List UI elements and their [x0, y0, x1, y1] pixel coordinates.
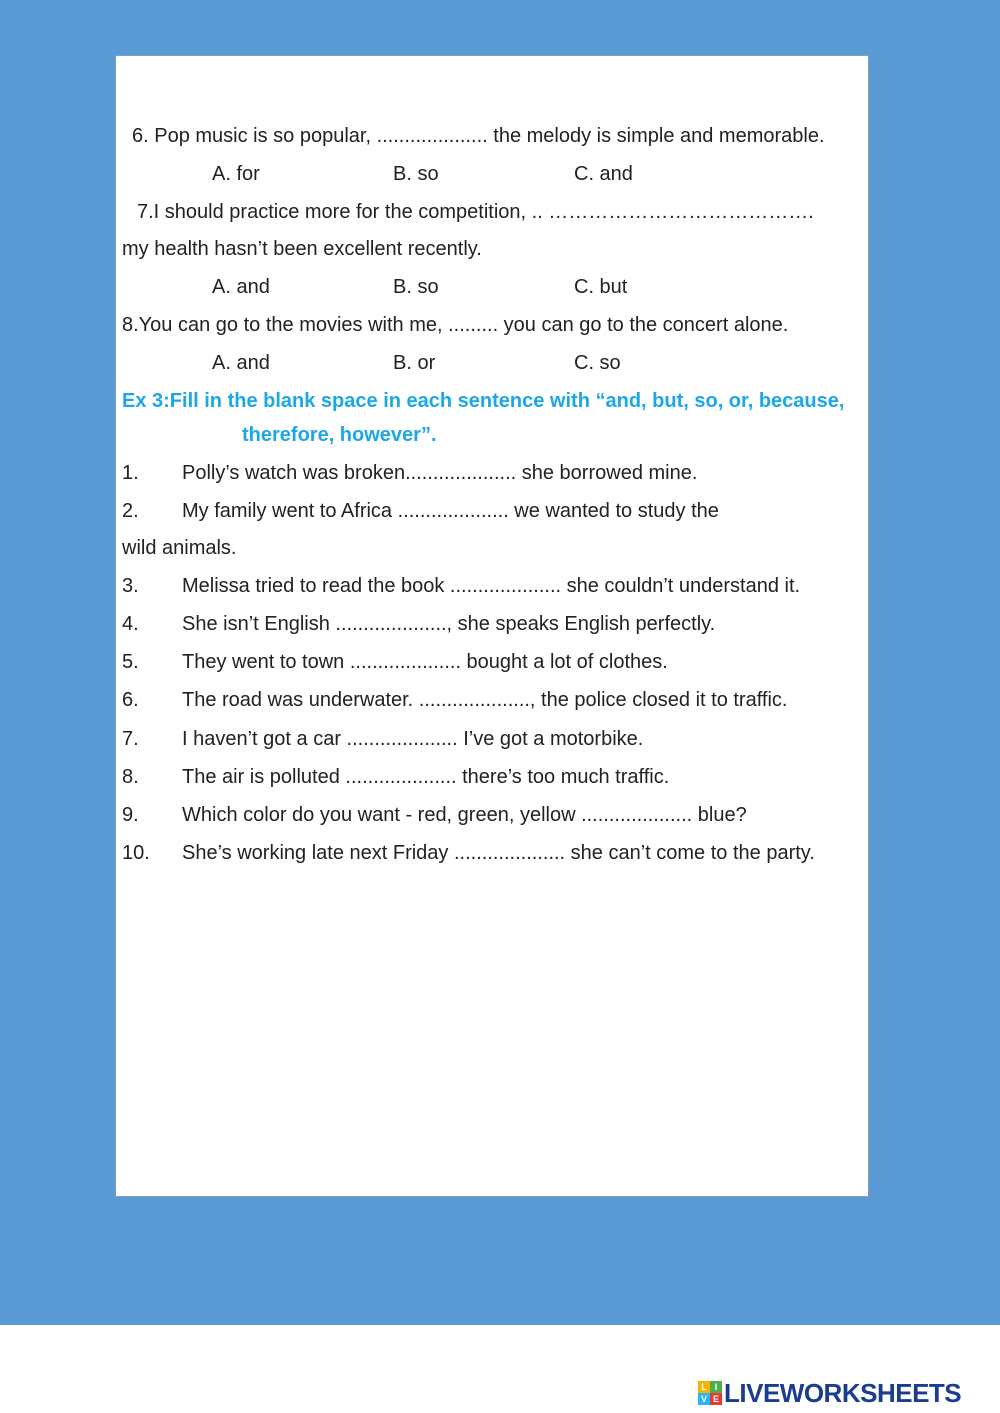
item-3-text: Melissa tried to read the book .................... she couldn’t understand it.	[182, 575, 801, 597]
logo-letter-i: I	[710, 1381, 722, 1393]
question-6-text: 6. Pop music is so popular, .................... the melody is simple and memorable.	[132, 125, 825, 147]
exercise-3-heading: Ex 3:Fill in the blank space in each sentence with “and, but, so, or, because,	[122, 390, 845, 412]
question-8-option-c: C. so	[574, 352, 621, 374]
logo-wordmark: LIVEWORKSHEETS	[724, 1377, 962, 1408]
question-8-option-b: B. or	[393, 352, 436, 374]
item-8-number: 8.	[122, 766, 139, 788]
question-8-text: 8.You can go to the movies with me, ......... you can go to the concert alone.	[122, 314, 789, 336]
question-6-option-c: C. and	[574, 163, 633, 185]
item-10-number: 10.	[122, 842, 150, 864]
question-8-option-a: A. and	[212, 352, 270, 374]
item-1-number: 1.	[122, 462, 139, 484]
item-3-number: 3.	[122, 575, 139, 597]
question-7-option-b: B. so	[393, 276, 439, 298]
question-7-option-a: A. and	[212, 276, 270, 298]
question-6-option-b: B. so	[393, 163, 439, 185]
liveworksheets-logo-icon	[698, 1381, 722, 1405]
question-6-option-a: A. for	[212, 163, 260, 185]
item-5-number: 5.	[122, 651, 139, 673]
worksheet-page	[115, 55, 869, 1197]
item-5-text: They went to town .................... bought a lot of clothes.	[182, 651, 668, 673]
item-9-number: 9.	[122, 804, 139, 826]
item-10-text: She’s working late next Friday .................... she can’t come to the party.	[182, 842, 815, 864]
item-6-text: The road was underwater. ...................., the police closed it to traffic.	[182, 689, 788, 711]
liveworksheets-logo[interactable]	[698, 1378, 961, 1408]
logo-letter-l: L	[698, 1381, 710, 1393]
question-7-text: 7.I should practice more for the competition, .. ………………………………….	[137, 201, 814, 223]
item-9-text: Which color do you want - red, green, yellow .................... blue?	[182, 804, 747, 826]
item-7-number: 7.	[122, 728, 139, 750]
item-4-text: She isn’t English ...................., she speaks English perfectly.	[182, 613, 716, 635]
item-1-text: Polly’s watch was broken.................... she borrowed mine.	[182, 462, 698, 484]
item-2-text: My family went to Africa .................... we wanted to study the	[182, 500, 719, 522]
item-2-number: 2.	[122, 500, 139, 522]
logo-letter-e: E	[710, 1393, 722, 1405]
item-4-number: 4.	[122, 613, 139, 635]
item-7-text: I haven’t got a car .................... I’ve got a motorbike.	[182, 728, 644, 750]
logo-letter-v: V	[698, 1393, 710, 1405]
question-7-option-c: C. but	[574, 276, 628, 298]
question-7-continuation: my health hasn’t been excellent recently.	[122, 238, 482, 260]
item-2-continuation: wild animals.	[122, 537, 237, 559]
exercise-3-heading-continuation: therefore, however”.	[242, 424, 437, 446]
item-6-number: 6.	[122, 689, 139, 711]
item-8-text: The air is polluted .................... there’s too much traffic.	[182, 766, 670, 788]
